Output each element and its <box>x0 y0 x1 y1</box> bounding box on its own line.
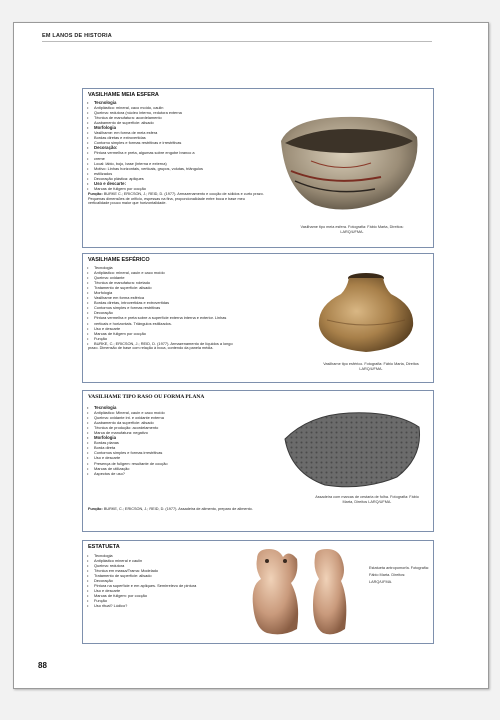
list-item: • Tecnologia <box>87 100 203 105</box>
list-item: • Tecnologia <box>87 553 196 558</box>
list-item: • Queima: redutora <box>87 563 196 568</box>
function-label: Função: <box>88 507 103 511</box>
list-item: • Acabamento de superfície: alisado <box>87 120 203 125</box>
photo-caption: Assadeira com marcas de cestaria de folha. Fotografia: Fábio Marta, Direitos LARQ/UFMA. <box>315 495 419 504</box>
list-item: • Vasilhame: em forma de meia esfera <box>87 130 203 135</box>
list-item: • Decoração plástica: apliques <box>87 176 203 181</box>
card-title: VASILHAME TIPO RASO OU FORMA PLANA <box>88 394 205 400</box>
list-item: • Tratamento de superfície: alisado <box>87 573 196 578</box>
list-item: • Queima: oxidante int. e oxidante externa <box>87 415 168 420</box>
list-item: • Bordas diretas, introvertidas e extrovertidas <box>87 300 233 305</box>
list-item: • Função <box>87 336 233 341</box>
list-item: • Antiplástico: mineral, caco moído, caulin <box>87 105 203 110</box>
card-raso <box>82 390 434 532</box>
list-item: • Técnica em massa/Trama: Modelado <box>87 568 196 573</box>
list-item: • Antiplástico mineral e caulin <box>87 558 196 563</box>
function-text <box>88 507 288 512</box>
list-item: • Contornos simples e formas restritivas <box>87 305 233 310</box>
list-item: • verticais e horizontais. Triângulos estilizados. <box>87 321 233 326</box>
list-item: • Local: lábio, bojo, base (interna e externa) <box>87 161 203 166</box>
list-item: • Pintura vermelha e preta, algumas sobre engobe branco a <box>87 150 203 155</box>
photo-caption: Vasilhame tipo meia esfera. Fotografia: Fábio Marta, Direitos: LARQ/UFMA. <box>300 225 404 234</box>
item-list <box>87 265 233 346</box>
list-item: • Borda direta <box>87 445 168 450</box>
list-item: • Antiplástico: mineral, cauin e caco moído <box>87 270 233 275</box>
function-body: BURKE C.; ERICSON, J.; REID, D. (1977). Armazenamento e cocção de sólidos e curto prazo. Pequenas dimensões de orifício, espessas na fina, proporcionalidade entre boca e base meu verticalidade pouco maior que horizontalidade. <box>88 192 264 206</box>
list-item: • Tecnologia <box>87 265 233 270</box>
list-item: • Morfologia <box>87 435 168 440</box>
card-esferico <box>82 253 434 383</box>
list-item: • Função <box>87 598 196 603</box>
card-meia-esfera <box>82 88 434 248</box>
function-label: Função: <box>88 192 103 196</box>
list-item: • Marca de manufatura: negativo <box>87 430 168 435</box>
figurine-photo <box>243 545 361 639</box>
list-item: • Uso e descarte <box>87 326 233 331</box>
list-item: • Morfologia <box>87 290 233 295</box>
list-item: • Queima: redutora (núcleo interno, redutora externa <box>87 110 203 115</box>
item-list <box>87 100 203 191</box>
plate-photo <box>279 405 425 493</box>
list-item: • Marcas de fuligem por cocção <box>87 331 233 336</box>
photo-caption: Vasilhame tipo esférico. Fotografia: Fábio Marta, Direitos LARQ/UFMA. <box>323 362 419 371</box>
list-item: • Morfologia <box>87 125 203 130</box>
list-item: • Pintura na superfície e em apliques. Semirrelevo de pintura <box>87 583 196 588</box>
list-item: • Decoração <box>87 310 233 315</box>
list-item: • Motivo: Linhas horizontais, verticais, grupos, volutas, triângulos <box>87 166 203 171</box>
bowl-photo <box>271 101 423 223</box>
list-item: • Uso e descarte: <box>87 181 203 186</box>
photo-caption: Estatueta antropomorfa. Fotografia: Fábio Marta. Direitos: LARQ/UFMA. <box>369 566 429 584</box>
list-item: • Marcas de fuligem por cocção <box>87 186 203 191</box>
item-list <box>87 405 168 476</box>
list-item: • Queima: oxidante <box>87 275 233 280</box>
list-item: • Marcas de fuligem: por cocção <box>87 593 196 598</box>
list-item: • Pintura vermelha e preta sobre a superfície externa interna e exterior. Linhas <box>87 315 233 320</box>
list-item: • Bordas diretas e extrovertidas <box>87 135 203 140</box>
list-item: • Uso e descarte <box>87 455 168 460</box>
function-text <box>88 192 266 206</box>
list-item: • Presença de fuligem: resultante de cocção <box>87 461 168 466</box>
list-item: • Aspectos de uso? <box>87 471 168 476</box>
card-title: ESTATUETA <box>88 544 120 550</box>
function-body: BURKE, C.; ERICSON, J.; REID, D. (1977). Assadeira de alimento, preparo de alimento. <box>103 507 253 511</box>
list-item: • Contorno simples e formas restritivas e irrestritivas <box>87 140 203 145</box>
list-item: • Antiplástico: Mineral, cauin e caco moído <box>87 410 168 415</box>
list-item: • Marcas de utilização <box>87 466 168 471</box>
list-item: • Vasilhame em forma esférica <box>87 295 233 300</box>
list-item: • Bordas planas <box>87 440 168 445</box>
list-item: • Uso e descarte <box>87 588 196 593</box>
list-item: • Técnica de manufatura: roletado <box>87 280 233 285</box>
list-item: • BURKE, C.; ERICSON, J.; REID, D. (1977). Armazenamento de líquidos a longo <box>87 341 233 346</box>
list-item: • estilizados <box>87 171 203 176</box>
list-item: • Contornos simples e formas irrestritivas <box>87 450 168 455</box>
jar-photo <box>311 266 421 358</box>
card-title: VASILHAME ESFÉRICO <box>88 257 150 263</box>
running-header: EM LANOS DE HISTORIA <box>42 33 112 39</box>
list-item: • Tratamento de superfície: alisado <box>87 285 233 290</box>
list-item: • Decoração: <box>87 145 203 150</box>
page-number: 88 <box>38 661 47 670</box>
list-item: • Decoração <box>87 578 196 583</box>
list-item: • creme <box>87 156 203 161</box>
list-item: • Técnica de manufatura: acordelamento <box>87 115 203 120</box>
function-text: prazo. Dimensão de base com relação à boca, contendo da panela média. <box>88 346 214 350</box>
list-item: • Técnica de produção: acordelamento <box>87 425 168 430</box>
header-rule <box>42 41 432 42</box>
list-item: • Acabamento da superfície: alisado <box>87 420 168 425</box>
item-list <box>87 553 196 609</box>
card-title: VASILHAME MEIA ESFERA <box>88 92 159 98</box>
list-item: • Tecnologia <box>87 405 168 410</box>
list-item: • Uso ritual? Lúdico? <box>87 603 196 608</box>
card-estatueta <box>82 540 434 644</box>
